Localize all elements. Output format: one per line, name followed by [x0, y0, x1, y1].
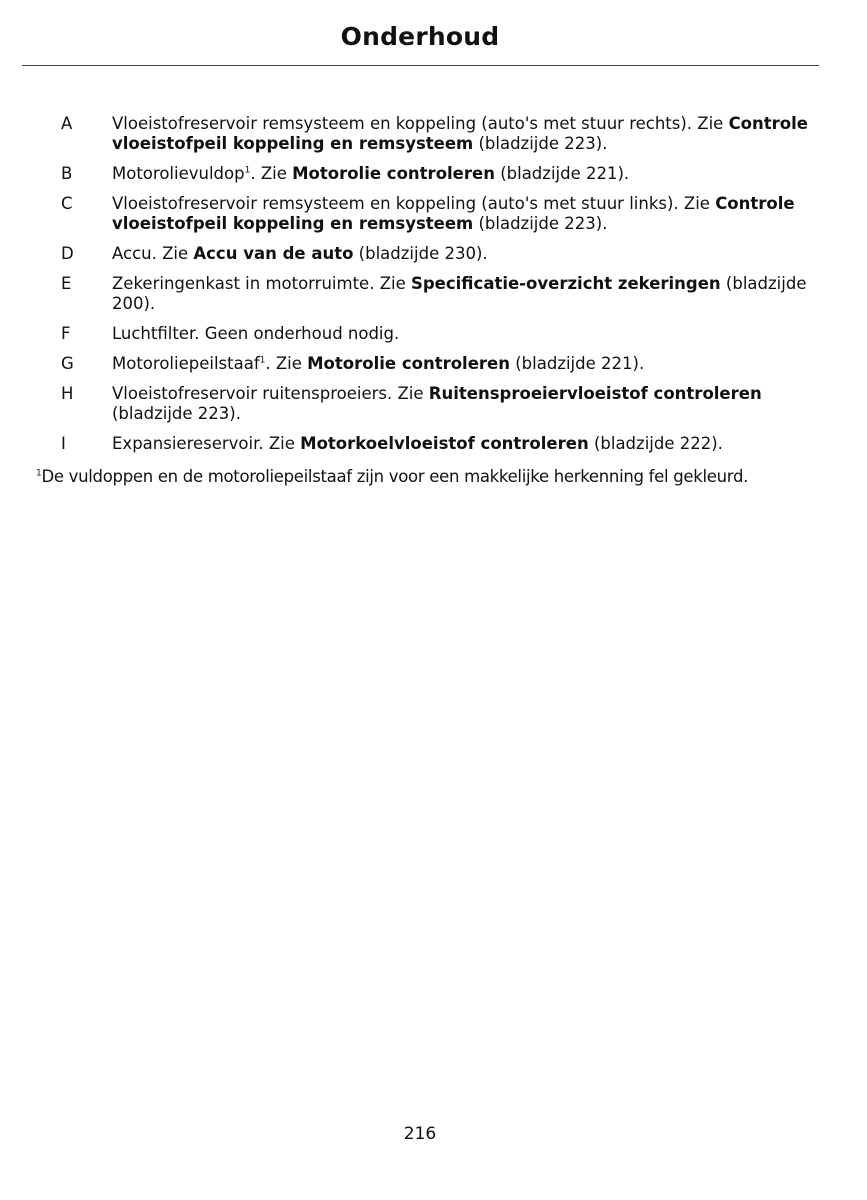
item-text: Motoroliepeilstaaf$^1$. Zie Motorolie controleren (bladzijde 221). [112, 354, 645, 373]
list-item [0, 354, 867, 374]
item-reference-link[interactable]: Accu van de auto [193, 244, 354, 263]
item-reference-link[interactable]: Controle vloeistofpeil koppeling en remsysteem [112, 194, 795, 233]
list-item [0, 384, 867, 424]
item-text: Motorolievuldop$^1$. Zie Motorolie controleren (bladzijde 221). [112, 164, 630, 183]
item-reference-link[interactable]: Controle vloeistofpeil koppeling en remsysteem [112, 114, 808, 153]
list-item [0, 114, 867, 154]
item-letter: A [61, 114, 73, 133]
item-letter: H [61, 384, 74, 403]
item-reference-link[interactable]: Specificatie-overzicht zekeringen [410, 274, 721, 293]
item-text: Expansiereservoir. Zie Motorkoelvloeistof controleren (bladzijde 222). [112, 434, 723, 453]
footnote-marker: 1 [244, 165, 251, 176]
list-item [0, 194, 867, 234]
item-text: Vloeistofreservoir remsysteem en koppeling (auto's met stuur rechts). Zie Controle vloeistofpeil koppeling en remsysteem (bladzijde 223). [112, 114, 808, 153]
list-item [0, 164, 867, 184]
item-letter: D [61, 244, 74, 263]
item-reference-link[interactable]: Motorolie controleren [292, 164, 495, 183]
item-reference-link[interactable]: Motorkoelvloeistof controleren [300, 434, 589, 453]
footnote [36, 467, 836, 487]
footnote-marker: 1 [259, 355, 266, 366]
list-item [0, 244, 867, 264]
page-number: 216 [403, 1124, 437, 1144]
item-text: Vloeistofreservoir remsysteem en koppeling (auto's met stuur links). Zie Controle vloeistofpeil koppeling en remsysteem (bladzijde 223). [112, 194, 795, 233]
item-list [0, 114, 867, 464]
list-item [0, 324, 867, 344]
item-letter: I [61, 434, 66, 453]
list-item [0, 434, 867, 454]
item-text: Luchtfilter. Geen onderhoud nodig. [112, 324, 400, 343]
item-text: Zekeringenkast in motorruimte. Zie Specificatie-overzicht zekeringen (bladzijde 200). [112, 274, 807, 313]
item-letter: F [61, 324, 71, 343]
item-letter: E [61, 274, 72, 293]
footnote-mark: 1 [36, 468, 42, 479]
item-letter: C [61, 194, 73, 213]
header-divider [22, 65, 819, 66]
item-text: Vloeistofreservoir ruitensproeiers. Zie Ruitensproeiervloeistof controleren (bladzijde 223). [112, 384, 762, 423]
item-text: Accu. Zie Accu van de auto (bladzijde 230). [112, 244, 488, 263]
footnote-text: De vuldoppen en de motoroliepeilstaaf zijn voor een makkelijke herkenning fel gekleurd. [41, 467, 749, 486]
item-letter: G [61, 354, 74, 373]
item-letter: B [61, 164, 73, 183]
item-reference-link[interactable]: Ruitensproeiervloeistof controleren [428, 384, 762, 403]
page-title: Onderhoud [340, 22, 500, 51]
item-reference-link[interactable]: Motorolie controleren [307, 354, 510, 373]
list-item [0, 274, 867, 314]
